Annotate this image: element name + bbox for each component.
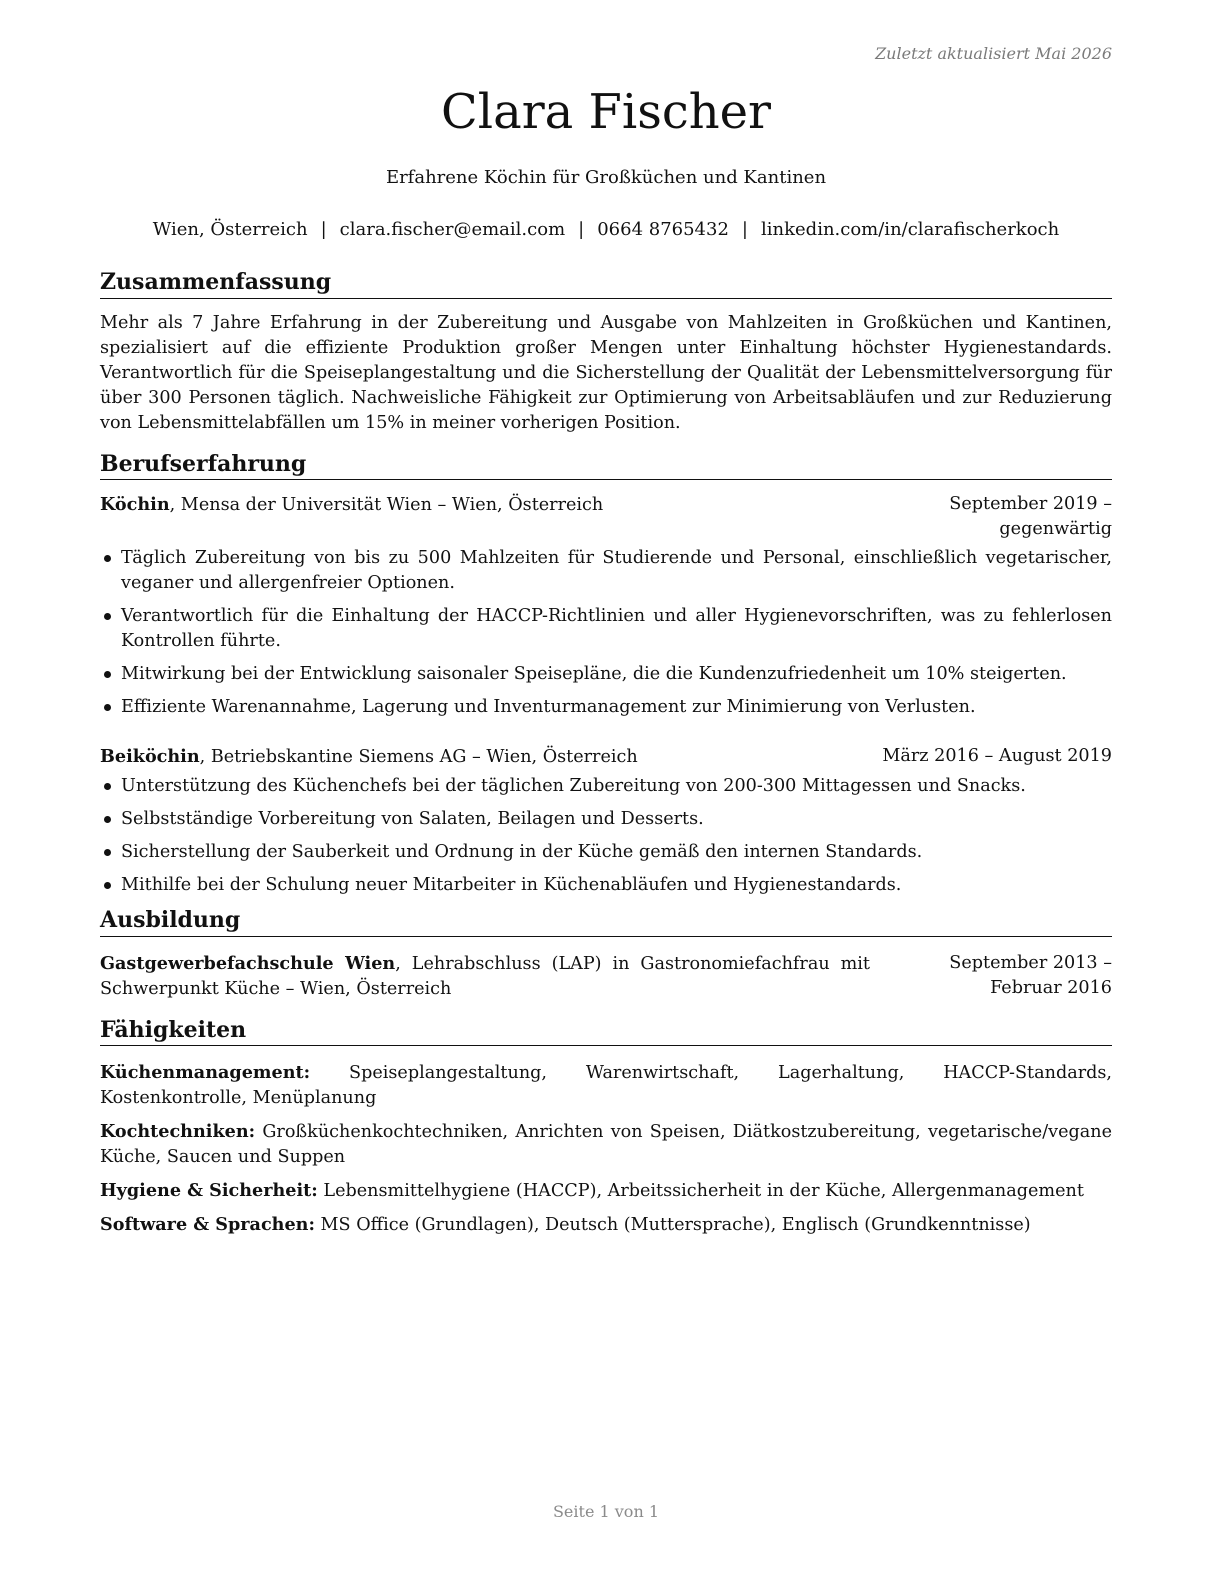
contact-separator: | (578, 219, 585, 240)
summary-text: Mehr als 7 Jahre Erfahrung in der Zubereitung und Ausgabe von Mahlzeiten in Großküchen und Kantinen, spezialisiert auf die effiziente Produktion großer Mengen unter Einhaltung höchster Hygienestandards. Verantwortlich für die Speiseplangestaltung und die Sicherstellung der Qualität der Lebensmittelversorgung für über 300 Personen täglich. Nachweisliche Fähigkeit zur Optimierung von Arbeitsabläufen und zur Reduzierung von Lebensmittelabfällen um 15% in meiner vorherigen Position. (100, 312, 1112, 433)
list-item: Täglich Zubereitung von bis zu 500 Mahlzeiten für Studierende und Personal, einschließlich vegetarischer, veganer und allergenfreier Optionen. (100, 546, 1112, 596)
job-title-line (100, 744, 638, 770)
job-entry (100, 744, 1112, 898)
list-item: Selbstständige Vorbereitung von Salaten, Beilagen und Desserts. (100, 807, 1112, 832)
contact-phone[interactable]: 0664 8765432 (597, 219, 729, 240)
contact-separator: | (320, 219, 327, 240)
contact-separator: | (741, 219, 748, 240)
skill-value: Großküchenkochtechniken, Anrichten von Speisen, Diätkostzubereitung, vegetarische/vegane Küche, Saucen und Suppen (100, 1122, 1112, 1168)
list-item: Unterstützung des Küchenchefs bei der täglichen Zubereitung von 200-300 Mittagessen und Snacks. (100, 774, 1112, 799)
page-number: Seite 1 von 1 (552, 1502, 660, 1521)
education-school: Gastgewerbefachschule Wien (100, 952, 396, 974)
resume-body (100, 268, 1112, 1246)
skill-row (100, 1060, 1112, 1111)
job-header (100, 492, 1112, 542)
education-detail: , Lehrabschluss (LAP) in Gastronomiefachfrau mit Schwerpunkt Küche – Wien, Österreich (100, 953, 870, 999)
job-role: Beiköchin (100, 746, 200, 768)
job-dates: März 2016 – August 2019 (882, 746, 1112, 767)
contact-linkedin[interactable]: linkedin.com/in/clarafischerkoch (761, 219, 1060, 240)
list-item: Verantwortlich für die Einhaltung der HACCP-Richtlinien und aller Hygienevorschriften, was zu fehlerlosen Kontrollen führte. (100, 604, 1112, 654)
tagline: Erfahrene Köchin für Großküchen und Kantinen (385, 167, 827, 188)
skill-label: Software & Sprachen: (100, 1214, 315, 1236)
list-item: Effiziente Warenannahme, Lagerung und Inventurmanagement zur Minimierung von Verlusten. (100, 695, 1112, 720)
skill-value: Speiseplangestaltung, Warenwirtschaft, Lagerhaltung, HACCP-Standards, Kostenkontrolle, Menüplanung (100, 1063, 1112, 1109)
skill-row (100, 1212, 1112, 1238)
skill-label: Küchenmanagement: (100, 1062, 311, 1084)
resume-page (100, 0, 1112, 1584)
job-org: , Betriebskantine Siemens AG – Wien, Österreich (199, 747, 638, 768)
job-bullets (100, 774, 1112, 898)
education-dates: September 2013 – Februar 2016 (949, 952, 1112, 998)
skill-label: Kochtechniken: (100, 1121, 256, 1143)
contact-email[interactable]: clara.fischer@email.com (339, 219, 566, 240)
contact-location: Wien, Österreich (152, 219, 308, 240)
list-item: Mithilfe bei der Schulung neuer Mitarbeiter in Küchenabläufen und Hygienestandards. (100, 873, 1112, 898)
job-entry (100, 492, 1112, 720)
job-role: Köchin (100, 494, 170, 516)
job-org: , Mensa der Universität Wien – Wien, Österreich (169, 495, 604, 516)
section-title-education: Ausbildung (100, 906, 1112, 937)
contact-line (100, 219, 1112, 240)
last-updated: Zuletzt aktualisiert Mai 2026 (875, 44, 1112, 63)
skill-value: MS Office (Grundlagen), Deutsch (Muttersprache), Englisch (Grundkenntnisse) (314, 1215, 1031, 1236)
experience-section (100, 450, 1112, 899)
section-title-summary: Zusammenfassung (100, 268, 1112, 299)
education-section (100, 906, 1112, 1002)
candidate-name: Clara Fischer (441, 84, 771, 140)
job-title-line (100, 492, 603, 542)
skill-label: Hygiene & Sicherheit: (100, 1180, 318, 1202)
skill-row (100, 1119, 1112, 1170)
education-entry (100, 951, 1112, 1002)
list-item: Mitwirkung bei der Entwicklung saisonaler Speisepläne, die die Kundenzufriedenheit um 10% steigerten. (100, 662, 1112, 687)
summary-section (100, 268, 1112, 436)
section-title-skills: Fähigkeiten (100, 1016, 1112, 1047)
skills-section (100, 1016, 1112, 1239)
skill-row (100, 1178, 1112, 1204)
job-header (100, 744, 1112, 770)
skill-value: Lebensmittelhygiene (HACCP), Arbeitssicherheit in der Küche, Allergenmanagement (317, 1181, 1084, 1202)
job-bullets (100, 546, 1112, 720)
list-item: Sicherstellung der Sauberkeit und Ordnung in der Küche gemäß den internen Standards. (100, 840, 1112, 865)
education-text (100, 951, 876, 1002)
section-title-experience: Berufserfahrung (100, 450, 1112, 481)
job-dates: September 2019 – gegenwärtig (949, 494, 1112, 540)
